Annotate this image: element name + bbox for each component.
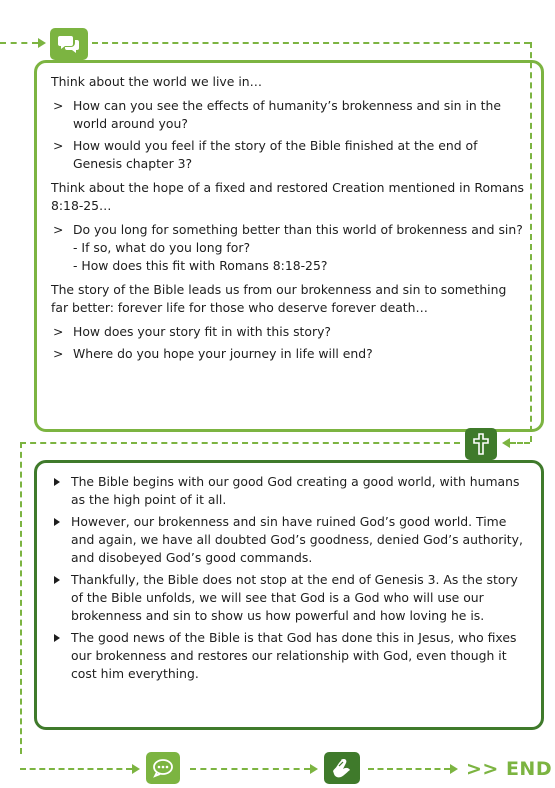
cross-icon xyxy=(465,428,497,460)
bullet-marker xyxy=(54,634,60,642)
flow-arrow-middle xyxy=(502,438,510,448)
speech-bubbles-icon xyxy=(50,28,88,60)
list-item: > Where do you hope your journey in life will end? xyxy=(53,346,373,361)
summary-list xyxy=(51,473,527,683)
list-item: The good news of the Bible is that God has done this in Jesus, who fixes our brokenness and restores our relationship with God, even though it cost him everything. xyxy=(51,629,527,683)
flow-line-bottom-2 xyxy=(190,768,310,770)
flow-arrow-bottom-3 xyxy=(450,764,458,774)
intro-story: The story of the Bible leads us from our brokenness and sin to something far better: forever life for those who deserve forever death… xyxy=(51,282,507,315)
flow-line-top-right xyxy=(92,42,530,44)
list-item: Thankfully, the Bible does not stop at the end of Genesis 3. As the story of the Bible unfolds, we will see that God is a God who will use our brokenness and sin to show us how powerful and how loving he is. xyxy=(51,571,527,625)
bullet-marker xyxy=(54,518,60,526)
discussion-box xyxy=(34,60,544,432)
question-list-2 xyxy=(51,221,527,275)
bullet-marker xyxy=(54,478,60,486)
summary-box xyxy=(34,460,544,730)
flow-arrow-top xyxy=(38,38,46,48)
intro-hope: Think about the hope of a fixed and restored Creation mentioned in Romans 8:18-25… xyxy=(51,180,524,213)
flow-line-left xyxy=(20,442,22,754)
list-item: > How does your story fit in with this story? xyxy=(53,324,332,339)
flow-line-top xyxy=(0,42,38,44)
list-item: > How can you see the effects of humanity’s brokenness and sin in the world around you? xyxy=(53,98,502,131)
list-item: The Bible begins with our good God creating a good world, with humans as the high point of it all. xyxy=(51,473,527,509)
question-list-1 xyxy=(51,97,527,173)
list-item: > How would you feel if the story of the Bible finished at the end of Genesis chapter 3? xyxy=(53,138,478,171)
question-list-3 xyxy=(51,323,527,363)
flow-line-middle xyxy=(20,442,460,444)
flow-line-bottom-1 xyxy=(20,768,132,770)
list-item: > Do you long for something better than this world of brokenness and sin? - If so, what do you long for? - How does this fit with Romans 8:18-25? xyxy=(53,222,523,273)
flow-line-middle-right xyxy=(510,442,530,444)
intro-world: Think about the world we live in… xyxy=(51,74,263,89)
praying-hands-icon xyxy=(324,752,360,784)
end-label: >> END xyxy=(466,758,553,780)
flow-line-bottom-3 xyxy=(368,768,450,770)
flow-arrow-bottom-2 xyxy=(310,764,318,774)
flow-arrow-bottom-1 xyxy=(132,764,140,774)
list-item: However, our brokenness and sin have ruined God’s good world. Time and again, we have all doubted God’s goodness, denied God’s authority, and disobeyed God’s good commands. xyxy=(51,513,527,567)
bullet-marker xyxy=(54,576,60,584)
chat-bubble-icon xyxy=(146,752,180,784)
